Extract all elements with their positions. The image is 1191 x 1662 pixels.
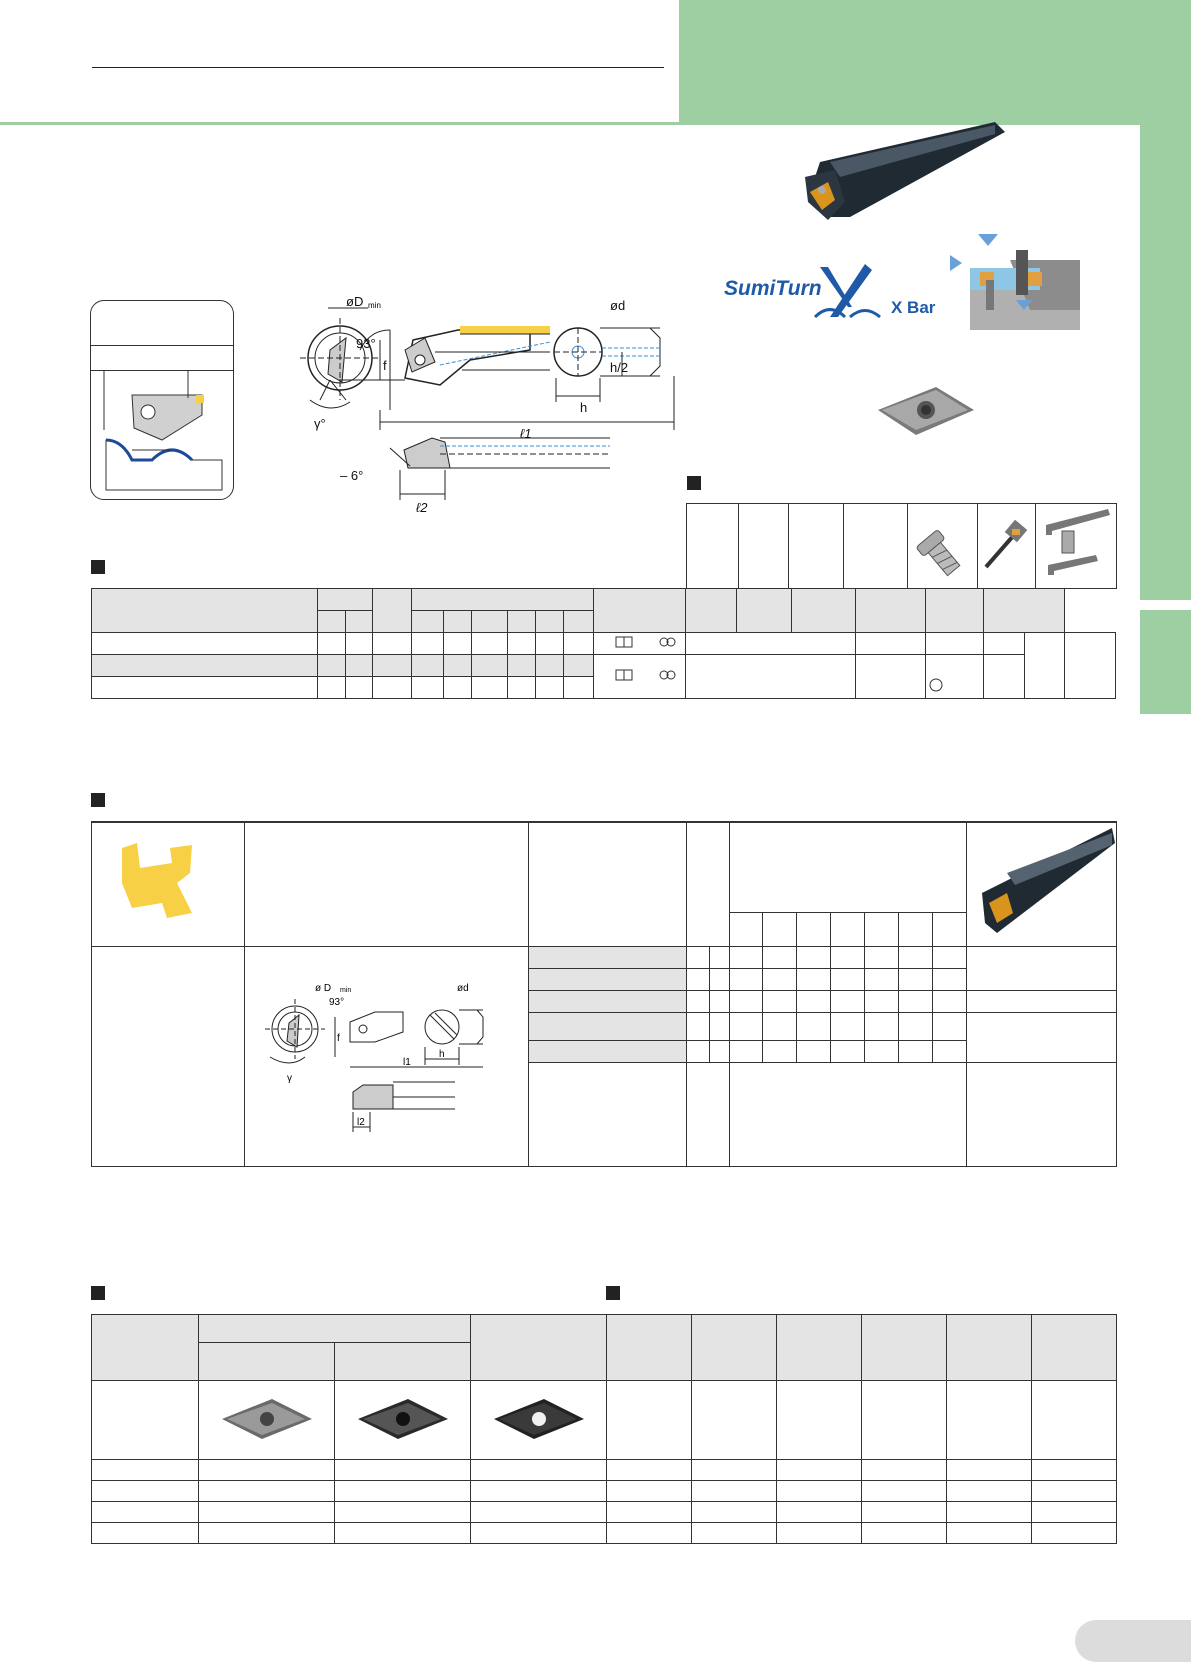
table-row-cell <box>335 1460 471 1481</box>
parts-cell <box>978 504 1036 589</box>
application-table <box>91 821 1117 1167</box>
header-cell <box>797 912 831 946</box>
torque-icon <box>926 675 946 695</box>
page-number-pill <box>1075 1620 1191 1662</box>
table-cell <box>899 991 933 1013</box>
header-green-block <box>679 0 1191 125</box>
table-row-cell <box>564 677 594 699</box>
table-cell <box>967 991 1117 1013</box>
table-cell <box>797 947 831 969</box>
table-row-cell <box>335 1481 471 1502</box>
header-cell <box>692 1315 777 1381</box>
table-cell <box>730 991 763 1013</box>
table-cell <box>687 1063 730 1167</box>
app-dim-h: h <box>439 1049 445 1060</box>
table-cell <box>865 969 899 991</box>
table-row-cell <box>607 1502 692 1523</box>
table-row-cell <box>346 633 373 655</box>
table-cell <box>899 1041 933 1063</box>
header-cell <box>737 589 792 633</box>
table-row-cell <box>984 633 1025 655</box>
stock-marker-icon <box>594 667 684 683</box>
table-row-cell <box>346 677 373 699</box>
parts-cell <box>789 504 844 589</box>
app-dim-f: f <box>337 1033 340 1044</box>
dim-angle: 93° <box>356 336 376 351</box>
header-cell <box>471 1315 607 1381</box>
table-row <box>92 1502 199 1523</box>
hex-key-icon <box>1036 505 1114 585</box>
table-cell <box>763 947 797 969</box>
table-row <box>92 655 318 677</box>
parts-table <box>686 503 1117 589</box>
table-row-cell <box>318 655 346 677</box>
table-cell <box>933 1013 967 1041</box>
table-cell <box>730 1041 763 1063</box>
product-name: X Bar <box>891 298 936 317</box>
header-cell <box>508 611 536 633</box>
table-row-cell <box>373 655 412 677</box>
table-cell <box>529 947 687 969</box>
table-row <box>92 633 318 655</box>
header-cell <box>318 589 373 611</box>
header-cell <box>594 589 686 633</box>
dim-h-half: h/2 <box>610 360 629 375</box>
app-dim-d: ød <box>457 983 469 994</box>
dim-l1: ℓ1 <box>520 426 532 441</box>
insert-photo-1 <box>217 1394 317 1444</box>
table-row-cell <box>536 655 564 677</box>
brand-x-mark-icon <box>810 262 890 320</box>
table-row-cell <box>318 677 346 699</box>
table-row-cell <box>335 1502 471 1523</box>
dim-dmin: øD <box>346 294 364 309</box>
coolant-diagram <box>950 230 1082 332</box>
table-cell <box>967 1013 1117 1063</box>
header-cell <box>831 912 865 946</box>
inserts-table <box>91 1314 1117 1544</box>
header-cell <box>472 611 508 633</box>
header-cell <box>730 822 967 912</box>
insert-image-cell <box>199 1381 335 1460</box>
table-cell <box>710 947 730 969</box>
header-cell <box>899 912 933 946</box>
table-cell <box>92 1381 199 1460</box>
table-cell <box>865 947 899 969</box>
dim-d: ød <box>610 298 626 313</box>
table-cell <box>831 969 865 991</box>
table-cell <box>797 991 831 1013</box>
table-cell <box>710 969 730 991</box>
header-cell <box>1032 1315 1117 1381</box>
table-row-cell <box>777 1460 862 1481</box>
header-cell <box>346 611 373 633</box>
table-row-cell <box>1065 633 1116 699</box>
header-cell <box>318 611 346 633</box>
table-row-cell <box>947 1481 1032 1502</box>
table-row <box>92 1523 199 1544</box>
table-cell <box>687 1041 710 1063</box>
header-cell <box>607 1315 692 1381</box>
table-row-cell <box>777 1481 862 1502</box>
table-cell <box>933 1041 967 1063</box>
table-row-cell <box>508 655 536 677</box>
table-row-cell <box>686 655 856 699</box>
header-cell <box>199 1315 471 1343</box>
table-row-cell <box>536 677 564 699</box>
table-row-cell <box>199 1502 335 1523</box>
dim-dmin-sub: min <box>368 301 381 310</box>
table-cell <box>831 991 865 1013</box>
table-row-cell <box>862 1502 947 1523</box>
table-cell <box>797 969 831 991</box>
app-dim-l2: l2 <box>357 1117 365 1128</box>
side-tab-secondary[interactable] <box>1140 610 1191 714</box>
table-cell <box>687 969 710 991</box>
header-cell <box>730 912 763 946</box>
table-cell <box>967 947 1117 991</box>
stock-marker-cell <box>594 655 686 699</box>
table-row-cell <box>199 1460 335 1481</box>
table-cell <box>529 1063 687 1167</box>
holder-photo <box>967 823 1115 943</box>
dim-f: f <box>383 358 387 373</box>
table-row-cell <box>199 1481 335 1502</box>
tool-dimension-drawing <box>280 290 690 530</box>
table-row-cell <box>947 1502 1032 1523</box>
table-cell <box>529 991 687 1013</box>
table-row-cell <box>508 633 536 655</box>
section-marker-cutting-conditions <box>606 1286 620 1300</box>
header-cell <box>926 589 984 633</box>
section-marker-parts <box>687 476 701 490</box>
header-cell <box>529 822 687 947</box>
app-dim-gamma: γ <box>287 1073 292 1084</box>
section-marker-inserts <box>91 1286 105 1300</box>
table-row-cell <box>1032 1502 1117 1523</box>
table-cell <box>865 1013 899 1041</box>
header-cell <box>865 912 899 946</box>
table-row-cell <box>692 1502 777 1523</box>
table-cell <box>730 1013 763 1041</box>
table-cell <box>797 1041 831 1063</box>
table-row-cell <box>444 633 472 655</box>
table-cell <box>763 991 797 1013</box>
table-cell <box>687 991 710 1013</box>
app-dim-dmin-sub: min <box>340 987 352 994</box>
brand-logo-text: SumiTurn <box>724 277 822 300</box>
table-row-cell <box>686 633 856 655</box>
table-cell <box>831 947 865 969</box>
header-cell <box>412 611 444 633</box>
table-cell <box>710 1041 730 1063</box>
table-cell <box>730 969 763 991</box>
table-row <box>92 1460 199 1481</box>
screw-icon <box>908 505 974 585</box>
table-cell <box>933 969 967 991</box>
table-row-cell <box>1032 1460 1117 1481</box>
section-marker-holders <box>91 560 105 574</box>
table-cell <box>933 991 967 1013</box>
table-row-cell <box>926 655 984 699</box>
header-cell <box>933 912 967 946</box>
header-cell <box>947 1315 1032 1381</box>
header-cell <box>686 589 737 633</box>
header-cell <box>763 912 797 946</box>
header-cell <box>777 1315 862 1381</box>
parts-cell <box>844 504 908 589</box>
table-row-cell <box>862 1460 947 1481</box>
application-icon-cell <box>92 822 245 947</box>
inset-machining-icon <box>92 370 232 498</box>
table-row-cell <box>346 655 373 677</box>
parts-cell <box>1036 504 1117 589</box>
table-cell <box>831 1013 865 1041</box>
table-row-cell <box>947 1523 1032 1544</box>
table-row-cell <box>318 633 346 655</box>
table-row-cell <box>856 633 926 655</box>
table-row-cell <box>692 1523 777 1544</box>
table-cell <box>899 1013 933 1041</box>
table-row-cell <box>564 633 594 655</box>
wrench-icon <box>978 505 1034 585</box>
table-row-cell <box>1032 1523 1117 1544</box>
table-cell <box>967 1063 1117 1167</box>
table-row-cell <box>692 1481 777 1502</box>
boring-bar-photo <box>790 122 1010 232</box>
table-row-cell <box>373 633 412 655</box>
table-row-cell <box>472 677 508 699</box>
table-row-cell <box>926 633 984 655</box>
table-cell <box>899 969 933 991</box>
table-cell <box>763 1041 797 1063</box>
parts-cell <box>739 504 789 589</box>
header-cell <box>373 589 412 633</box>
dim-l2: ℓ2 <box>416 500 428 515</box>
table-row-cell <box>508 677 536 699</box>
table-row-cell <box>412 655 444 677</box>
section-marker-application <box>91 793 105 807</box>
table-row-cell <box>471 1460 607 1481</box>
insert-photo-2 <box>353 1394 453 1444</box>
table-row-cell <box>862 1523 947 1544</box>
title-rule <box>92 67 664 68</box>
table-row-cell <box>471 1502 607 1523</box>
table-cell <box>529 1013 687 1041</box>
side-tab[interactable] <box>1140 122 1191 600</box>
table-row-cell <box>335 1523 471 1544</box>
table-cell <box>1032 1381 1117 1460</box>
table-cell <box>899 947 933 969</box>
parts-cell <box>687 504 739 589</box>
application-drawing-cell <box>245 947 529 1167</box>
table-cell <box>607 1381 692 1460</box>
table-row-cell <box>862 1481 947 1502</box>
table-row-cell <box>607 1523 692 1544</box>
table-row-cell <box>472 655 508 677</box>
header-cell <box>412 589 594 611</box>
table-cell <box>710 991 730 1013</box>
table-cell <box>797 1013 831 1041</box>
table-row-cell <box>984 655 1025 699</box>
insert-photo <box>876 385 976 437</box>
application-drawing <box>245 947 527 1163</box>
table-cell <box>831 1041 865 1063</box>
table-row-cell <box>199 1523 335 1544</box>
application-photo-cell <box>967 822 1117 947</box>
table-cell <box>933 947 967 969</box>
table-row-cell <box>947 1460 1032 1481</box>
table-cell <box>763 1013 797 1041</box>
table-cell <box>692 1381 777 1460</box>
header-cell <box>245 822 529 947</box>
table-cell <box>947 1381 1032 1460</box>
dim-h: h <box>580 400 588 415</box>
table-cell <box>529 969 687 991</box>
app-dim-dmin: ø D <box>315 983 332 994</box>
app-dim-l1: l1 <box>403 1057 411 1068</box>
app-dim-angle: 93° <box>329 997 345 1008</box>
header-cell <box>444 611 472 633</box>
table-row-cell <box>412 677 444 699</box>
table-row-cell <box>777 1502 862 1523</box>
table-row-cell <box>412 633 444 655</box>
table-row-cell <box>856 655 926 699</box>
holder-table <box>91 588 1116 699</box>
table-row-cell <box>471 1523 607 1544</box>
table-row-cell <box>607 1460 692 1481</box>
process-shape-icon <box>92 823 242 943</box>
header-cell <box>862 1315 947 1381</box>
insert-image-cell <box>471 1381 607 1460</box>
inset-divider <box>91 345 233 346</box>
header-cell <box>687 822 730 947</box>
header-cell <box>335 1343 471 1381</box>
dim-gamma: γ° <box>314 416 326 431</box>
insert-image-cell <box>335 1381 471 1460</box>
table-row-cell <box>472 633 508 655</box>
header-cell <box>856 589 926 633</box>
table-cell <box>730 947 763 969</box>
table-cell <box>862 1381 947 1460</box>
table-row <box>92 1481 199 1502</box>
table-cell <box>529 1041 687 1063</box>
table-cell <box>730 1063 967 1167</box>
header-cell <box>92 589 318 633</box>
table-row-cell <box>692 1460 777 1481</box>
header-cell <box>199 1343 335 1381</box>
table-row-cell <box>444 655 472 677</box>
table-row-cell <box>536 633 564 655</box>
table-cell <box>777 1381 862 1460</box>
header-cell <box>536 611 564 633</box>
header-cell <box>984 589 1065 633</box>
stock-marker-cell <box>594 633 686 655</box>
table-cell <box>763 969 797 991</box>
insert-photo-3 <box>489 1394 589 1444</box>
table-cell <box>687 947 710 969</box>
table-row <box>92 677 318 699</box>
table-cell <box>92 947 245 1167</box>
header-cell <box>92 1315 199 1381</box>
table-row-cell <box>373 677 412 699</box>
table-cell <box>865 1041 899 1063</box>
table-cell <box>865 991 899 1013</box>
dim-minus6: – 6° <box>340 468 364 483</box>
table-row-cell <box>444 677 472 699</box>
table-cell <box>687 1013 710 1041</box>
table-cell <box>710 1013 730 1041</box>
table-row-cell <box>1025 633 1065 699</box>
table-row-cell <box>1032 1481 1117 1502</box>
table-row-cell <box>777 1523 862 1544</box>
stock-marker-icon <box>594 634 684 650</box>
header-cell <box>564 611 594 633</box>
parts-cell <box>908 504 978 589</box>
table-row-cell <box>564 655 594 677</box>
table-row-cell <box>471 1481 607 1502</box>
header-cell <box>792 589 856 633</box>
table-row-cell <box>607 1481 692 1502</box>
